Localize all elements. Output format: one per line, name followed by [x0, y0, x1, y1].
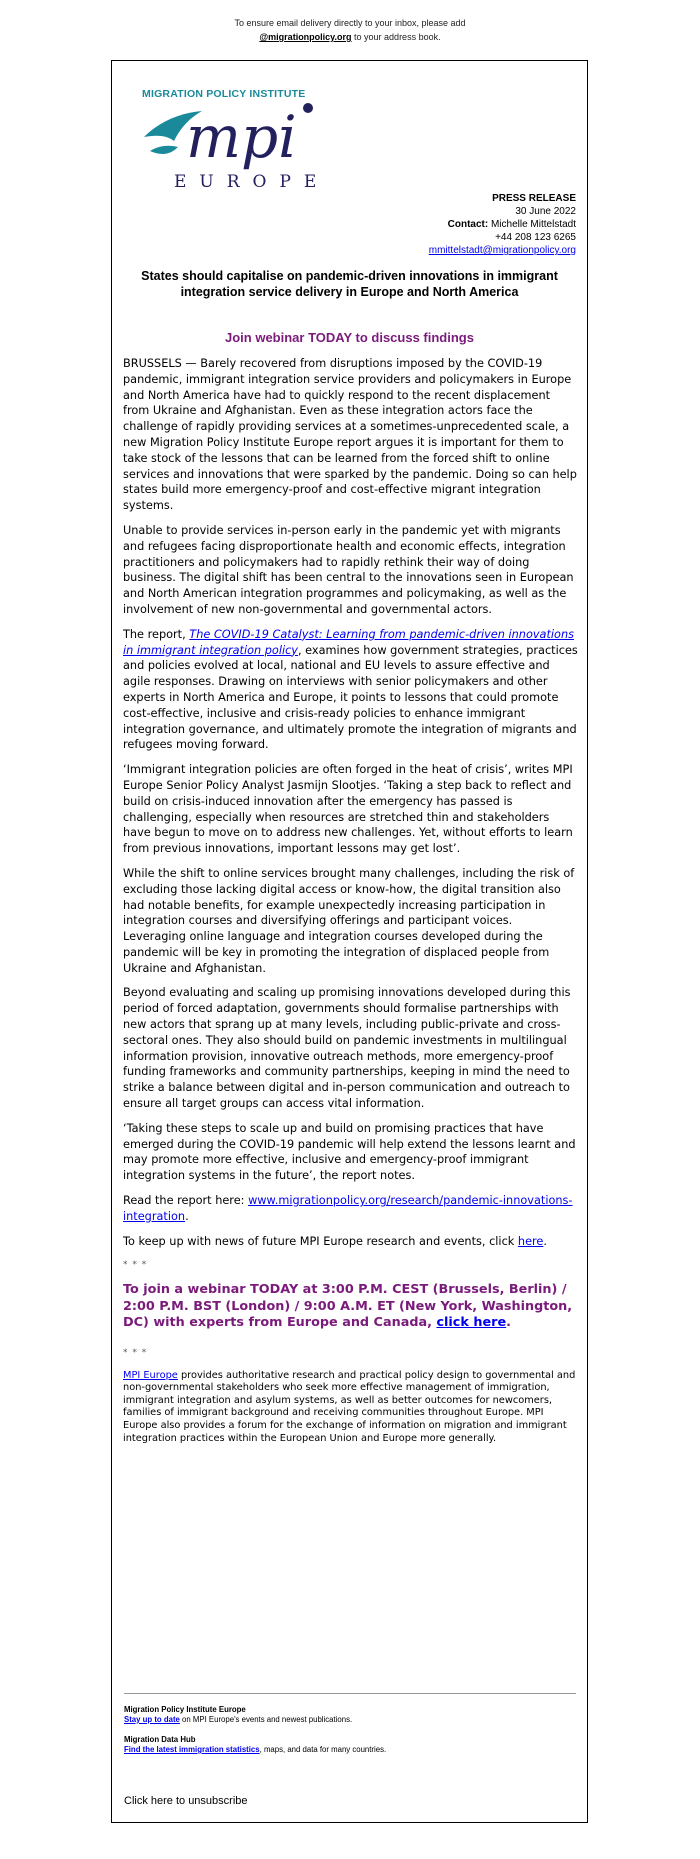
logo-graphic: [140, 81, 350, 191]
paragraph-6: Beyond evaluating and scaling up promising innovations developed during this period of forced adaptation, governments should formalise partnerships with new actors that sprang up at many levels, including public-private and cross-sectoral ones. They also should build on pandemic investments in multilingual information provision, innovative outreach methods, more emergency-proof funding frameworks and community partnerships, keeping in mind the need to strike a balance between digital and in-person communication and outreach to ensure all target groups can access vital information.: [123, 986, 571, 1111]
footer-org-data-hub: Migration Data Hub Find the latest immigration statistics, maps, and data for many countries.: [124, 1735, 576, 1755]
press-phone: +44 208 123 6265: [495, 232, 576, 243]
footer-org1-title: Migration Policy Institute Europe: [124, 1705, 246, 1714]
mpi-europe-logo: [140, 81, 350, 191]
stay-up-to-date-link[interactable]: Stay up to date: [124, 1715, 180, 1724]
logo-institute-text: MIGRATION POLICY INSTITUTE: [142, 88, 306, 100]
headline: States should capitalise on pandemic-driven innovations in immigrant integration service delivery in Europe and North America: [141, 269, 558, 299]
separator-stars: * * *: [123, 1260, 148, 1271]
webinar-subhead: Join webinar TODAY to discuss findings: [225, 330, 474, 345]
delivery-notice-line1: To ensure email delivery directly to your inbox, please add: [234, 18, 466, 28]
press-email-link[interactable]: mmittelstadt@migrationpolicy.org: [428, 245, 576, 256]
paragraph-4: ‘Immigrant integration policies are often forged in the heat of crisis’, writes MPI Europe Senior Policy Analyst Jasmijn Slootjes. ‘Taking a step back to reflect and build on crisis-induced innovation after the emergency has passed is challenging, especially when resources are stretched thin and stakeholders have begun to move on to address new challenges. Yet, without efforts to learn from previous innovations, important lessons may get lost’.: [123, 763, 573, 856]
paragraph-8: Read the report here: www.migrationpolicy.org/research/pandemic-innovations-integration.: [123, 1194, 573, 1223]
press-contact: Contact: Michelle Mittelstadt: [447, 219, 576, 230]
press-release-info: [429, 192, 576, 257]
unsubscribe-link[interactable]: Click here to unsubscribe: [124, 1795, 248, 1807]
logo-region-text: EUROPE: [174, 172, 330, 191]
footer: [124, 1705, 576, 1765]
address-book-email[interactable]: @migrationpolicy.org: [259, 32, 352, 42]
newsletter-here-link[interactable]: here: [517, 1234, 544, 1248]
email-container: [111, 60, 588, 1823]
delivery-notice-line2: @migrationpolicy.org to your address book.: [259, 32, 441, 42]
webinar-click-here-link[interactable]: click here: [436, 1315, 507, 1331]
paragraph-1: BRUSSELS — Barely recovered from disruptions imposed by the COVID-19 pandemic, immigrant integration service providers and policymakers in Europe and North America have had to quickly respond to the recent displacement from Ukraine and Afghanistan. Even as these integration actors face the challenge of rapidly providing services at a sometimes-unprecedented scale, a new Migration Policy Institute Europe report argues it is important for them to take stock of the lessons that can be learned from the forced shift to online services and innovations that were sparked by the pandemic. Doing so can help states build more emergency-proof and cost-effective migrant integration systems.: [123, 357, 577, 513]
paragraph-9: To keep up with news of future MPI Europe research and events, click here.: [123, 1234, 547, 1248]
footer-divider: [124, 1693, 576, 1694]
article-body: [123, 356, 578, 1454]
paragraph-3: The report, The COVID-19 Catalyst: Learning from pandemic-driven innovations in immigrant integration policy, examines how government strategies, practices and policies evolved at local, national and EU levels to assure effective and agile responses. Drawing on interviews with senior policymakers and other experts in North America and Europe, it points to lessons that could promote cost-effective, inclusive and crisis-ready policies to enhance immigrant integration governance, and ultimately promote the integration of migrants and refugees moving forward.: [123, 627, 578, 752]
mpi-europe-link[interactable]: MPI Europe: [123, 1369, 178, 1381]
about-mpi-europe: MPI Europe provides authoritative research and practical policy design to governmental and non-governmental stakeholders who seek more effective management of immigration, immigrant integration and asylum systems, as well as better outcomes for newcomers, families of immigrant background and receiving communities throughout Europe. MPI Europe also provides a forum for the exchange of information on migration and immigrant integration practices within the European Union and Europe more generally.: [123, 1369, 576, 1444]
paragraph-7: ‘Taking these steps to scale up and build on promising practices that have emerged during the COVID-19 pandemic will help extend the lessons learnt and may promote more effective, inclusive and emergency-proof immigrant integration systems in the future’, the report notes.: [123, 1121, 576, 1183]
paragraph-5: While the shift to online services brought many challenges, including the risk of excluding those lacking digital access or know-how, the digital transition also had notable benefits, for example unexpectedly increasing participation in integration courses and diversifying offerings and participant voices. Leveraging online language and integration courses developed during the pandemic will be key in promoting the integration of displaced people from Ukraine and Afghanistan.: [123, 866, 575, 975]
logo-mpi-mark: mpi: [186, 103, 297, 171]
footer-org2-title: Migration Data Hub: [124, 1735, 196, 1744]
report-title-link[interactable]: The COVID-19 Catalyst: Learning from pandemic-driven innovations in immigrant integration policy: [123, 627, 574, 657]
press-date: 30 June 2022: [515, 206, 576, 217]
report-url-link[interactable]: www.migrationpolicy.org/research/pandemic-innovations-integration: [123, 1194, 573, 1223]
paragraph-2: Unable to provide services in-person early in the pandemic yet with migrants and refugees facing disproportionate health and economic effects, integration practitioners and policymakers had to rapidly rethink their way of doing business. The digital shift has been central to the innovations seen in European and North American integration programmes and policymaking, as well as the involvement of new non-governmental and governmental actors.: [123, 523, 574, 616]
delivery-notice: [0, 16, 700, 44]
webinar-callout: To join a webinar TODAY at 3:00 P.M. CEST (Brussels, Berlin) / 2:00 P.M. BST (London) / 9:00 A.M. ET (New York, Washington, DC) with experts from Europe and Canada, click here.: [123, 1282, 573, 1331]
press-release-label: PRESS RELEASE: [492, 193, 576, 204]
latest-statistics-link[interactable]: Find the latest immigration statistics: [124, 1745, 260, 1754]
separator-stars-2: * * *: [123, 1347, 148, 1358]
footer-org-mpi-europe: Migration Policy Institute Europe Stay up to date on MPI Europe's events and newest publications.: [124, 1705, 576, 1725]
